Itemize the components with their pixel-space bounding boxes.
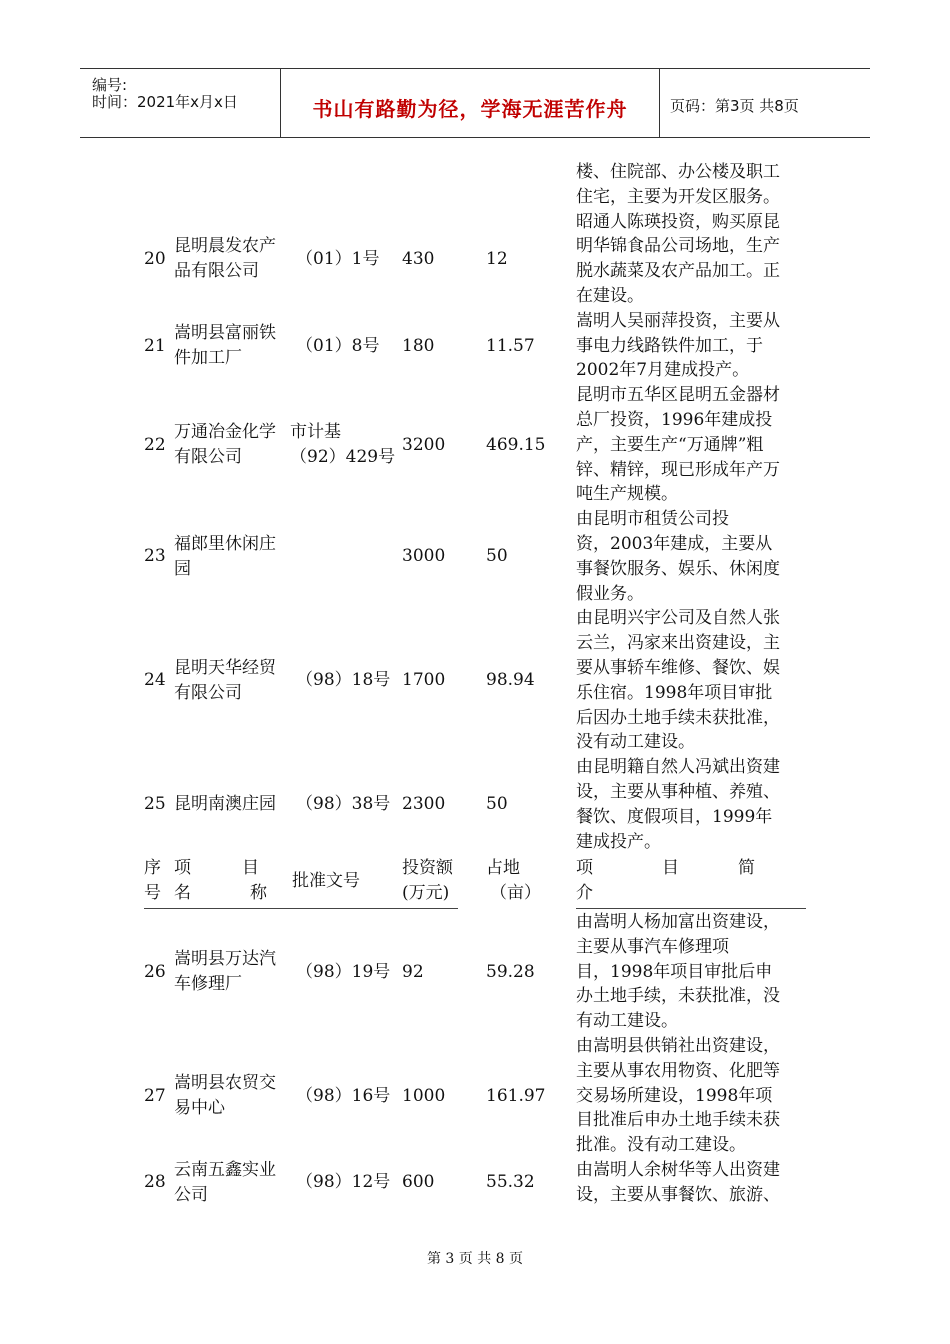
project-description-line: 云兰，冯家来出资建设，主 — [576, 633, 780, 654]
project-name-line: 昆明天华经贸 — [174, 657, 276, 678]
project-description — [576, 210, 812, 309]
project-description-line: 办土地手续，未获批准，没 — [576, 986, 780, 1007]
header-no-top: 序 — [144, 858, 161, 879]
project-description-line: 要从事轿车维修、餐饮、娱 — [576, 657, 780, 678]
project-description — [576, 507, 812, 606]
header-area-bottom: （亩） — [490, 883, 541, 904]
row-number-line: 28 — [144, 1172, 166, 1193]
header-name-bottom-2: 称 — [250, 883, 267, 904]
project-description — [576, 910, 812, 1034]
project-description-line: 吨生产规模。 — [576, 484, 678, 505]
header-name-top-2: 目 — [242, 858, 259, 879]
project-description-line: 脱水蔬菜及农产品加工。正 — [576, 261, 780, 282]
project-description-line: 事餐饮服务、娱乐、休闲度 — [576, 558, 780, 579]
header-motto-cell — [281, 69, 660, 137]
row-number — [144, 507, 166, 606]
project-description-line: 建成投产。 — [576, 831, 661, 852]
page-footer: 第 3 页 共 8 页 — [426, 1251, 524, 1267]
project-description-line: 由嵩明人杨加富出资建设， — [576, 912, 780, 932]
land-area — [486, 383, 545, 507]
land-area — [486, 606, 535, 755]
investment-line: 600 — [402, 1172, 435, 1193]
land-area-line: 98.94 — [486, 670, 535, 691]
project-name-line: 万通冶金化学 — [174, 422, 276, 443]
project-description-line: 假业务。 — [576, 583, 644, 604]
approval-doc — [296, 210, 379, 309]
project-description-line: 批准。没有动工建设。 — [576, 1135, 746, 1156]
investment — [402, 606, 445, 755]
header-desc-top-1: 项 — [576, 858, 593, 879]
row-number-line: 21 — [144, 335, 166, 356]
project-description — [576, 1158, 812, 1208]
row-number-line: 22 — [144, 434, 166, 455]
project-name-line: 云南五鑫实业 — [174, 1160, 276, 1180]
header-underline — [576, 908, 806, 909]
land-area-line: 55.32 — [486, 1172, 535, 1193]
land-area — [486, 309, 535, 383]
project-name — [174, 755, 276, 854]
header-name-bottom-1: 名 — [174, 883, 191, 904]
land-area — [486, 507, 508, 606]
approval-doc — [296, 1034, 390, 1158]
land-area-line: 161.97 — [486, 1085, 546, 1106]
project-description-line: 事电力线路铁件加工，于 — [576, 335, 763, 356]
project-name-line: 嵩明县万达汽 — [174, 949, 276, 970]
row-number-line: 23 — [144, 546, 166, 567]
investment — [402, 1034, 445, 1158]
project-description-line: 乐住宿。1998年项目审批 — [576, 682, 773, 703]
investment — [402, 755, 445, 854]
approval-doc — [296, 755, 390, 854]
approval-doc-line: 市计基 — [290, 422, 341, 443]
header-no-bottom: 号 — [144, 883, 161, 904]
approval-doc-line: （92）429号 — [290, 447, 396, 468]
land-area-line: 469.15 — [486, 434, 546, 455]
investment-line: 1700 — [402, 670, 446, 691]
approval-doc-line: （98）16号 — [296, 1085, 391, 1106]
row-number-line: 24 — [144, 670, 166, 691]
investment — [402, 507, 445, 606]
row-number — [144, 383, 166, 507]
project-name — [174, 210, 276, 309]
header-underline — [144, 908, 458, 909]
header-desc-bottom: 介 — [576, 883, 593, 904]
investment — [402, 1158, 434, 1208]
project-name-line: 车修理厂 — [174, 974, 242, 994]
approval-doc — [296, 606, 390, 755]
project-description-line: 总厂投资，1996年建成投 — [576, 409, 773, 430]
investment — [402, 383, 445, 507]
project-description-line: 产，主要生产“万通牌”粗 — [576, 434, 764, 455]
approval-doc — [290, 383, 395, 507]
header-motto: 书山有路勤为径，学海无涯苦作舟 — [312, 97, 628, 121]
project-description-line: 目批准后申办土地手续未获 — [576, 1110, 780, 1131]
header-meta — [80, 69, 281, 137]
project-description-line: 在建设。 — [576, 285, 644, 306]
continued-description — [576, 160, 812, 210]
project-description-line: 由嵩明县供销社出资建设， — [576, 1036, 780, 1056]
project-name — [174, 309, 276, 383]
header-desc-top-3: 简 — [738, 858, 755, 879]
project-name-line: 易中心 — [174, 1098, 225, 1118]
land-area — [486, 755, 508, 854]
header-investment-top: 投资额 — [402, 858, 453, 879]
investment-line: 180 — [402, 335, 435, 356]
header-page-label: 页码：第3页 共8页 — [670, 97, 799, 115]
project-description-line: 由昆明兴宇公司及自然人张 — [576, 608, 780, 629]
project-name-line: 有限公司 — [174, 682, 242, 703]
approval-doc-line: （01）8号 — [296, 335, 380, 356]
investment — [402, 309, 434, 383]
investment-line: 430 — [402, 248, 435, 269]
approval-doc-line: （98）18号 — [296, 670, 391, 691]
project-description-line: 昭通人陈瑛投资，购买原昆 — [576, 211, 780, 232]
project-description — [576, 309, 812, 383]
row-number — [144, 910, 166, 1034]
project-name-line: 昆明南澳庄园 — [174, 794, 276, 815]
approval-doc-line: （98）12号 — [296, 1172, 391, 1193]
project-name-line: 嵩明县富丽铁 — [174, 323, 276, 344]
row-number-line: 25 — [144, 794, 166, 815]
land-area — [486, 910, 535, 1034]
row-number-line: 26 — [144, 961, 166, 982]
project-description-line: 设，主要从事餐饮、旅游、 — [576, 1184, 780, 1205]
project-description-line: 没有动工建设。 — [576, 732, 695, 753]
project-description-line: 后因办土地手续未获批准， — [576, 707, 780, 728]
project-name-line: 品有限公司 — [174, 261, 259, 282]
project-description-line: 主要从事汽车修理项 — [576, 936, 729, 957]
project-name-line: 有限公司 — [174, 447, 242, 468]
land-area — [486, 1034, 545, 1158]
land-area-line: 11.57 — [486, 335, 535, 356]
project-description-line: 餐饮、度假项目，1999年 — [576, 806, 773, 827]
approval-doc — [296, 1158, 390, 1208]
investment-line: 3000 — [402, 546, 446, 567]
investment-line: 1000 — [402, 1085, 446, 1106]
approval-doc-line: （98）19号 — [296, 961, 391, 982]
project-name — [174, 383, 276, 507]
project-name-line: 嵩明县农贸交 — [174, 1073, 276, 1094]
project-description-line: 设，主要从事种植、养殖、 — [576, 781, 780, 802]
land-area — [486, 210, 508, 309]
approval-doc-line: （98）38号 — [296, 794, 391, 815]
investment-line: 2300 — [402, 794, 446, 815]
investment — [402, 210, 434, 309]
project-description — [576, 755, 812, 854]
project-description — [576, 606, 812, 755]
project-name-line: 件加工厂 — [174, 347, 242, 368]
row-number-line: 27 — [144, 1085, 166, 1106]
project-description-line: 明华锦食品公司场地，生产 — [576, 236, 780, 257]
project-name-line: 昆明晨发农产 — [174, 236, 276, 257]
document-number-label: 编号: — [92, 76, 128, 94]
project-description — [576, 383, 812, 507]
project-description-line: 由昆明市租赁公司投 — [576, 509, 729, 530]
project-description-line: 交易场所建设，1998年项 — [576, 1085, 773, 1106]
investment — [402, 910, 424, 1034]
project-description-line: 昆明市五华区昆明五金器材 — [576, 385, 780, 406]
continued-description-line: 楼、住院部、办公楼及职工 — [576, 162, 780, 182]
approval-doc — [296, 309, 379, 383]
row-number — [144, 1158, 166, 1208]
project-description-line: 由嵩明人余树华等人出资建 — [576, 1160, 780, 1180]
header-investment-bottom: (万元) — [402, 883, 450, 904]
project-name-line: 公司 — [174, 1184, 208, 1205]
project-description-line: 嵩明人吴丽萍投资，主要从 — [576, 310, 780, 331]
row-number — [144, 755, 166, 854]
row-number — [144, 309, 166, 383]
project-name-line: 园 — [174, 558, 191, 579]
land-area-line: 50 — [486, 794, 508, 815]
project-name-line: 福郎里休闲庄 — [174, 533, 276, 554]
header-approval-doc: 批准文号 — [292, 870, 360, 891]
document-time-label: 时间：2021年x月x日 — [92, 93, 238, 111]
investment-line: 3200 — [402, 434, 446, 455]
investment-line: 92 — [402, 961, 424, 982]
project-name — [174, 606, 276, 755]
approval-doc — [296, 910, 390, 1034]
land-area-line: 12 — [486, 248, 508, 269]
project-name — [174, 910, 276, 1034]
row-number — [144, 606, 166, 755]
project-name — [174, 1034, 276, 1158]
row-number — [144, 210, 166, 309]
project-description-line: 主要从事农用物资、化肥等 — [576, 1060, 780, 1081]
project-description-line: 资，2003年建成，主要从 — [576, 533, 773, 554]
land-area-line: 59.28 — [486, 961, 535, 982]
project-description-line: 2002年7月建成投产。 — [576, 360, 750, 381]
page-header — [80, 68, 870, 138]
row-number-line: 20 — [144, 248, 166, 269]
header-name-top-1: 项 — [174, 858, 191, 879]
project-description-line: 目，1998年项目审批后申 — [576, 961, 773, 982]
project-description-line: 锌、精锌，现已形成年产万 — [576, 459, 780, 480]
header-area-top: 占地 — [486, 858, 520, 879]
approval-doc-line: （01）1号 — [296, 248, 380, 269]
project-name — [174, 1158, 276, 1208]
row-number — [144, 1034, 166, 1158]
continued-description-line: 住宅，主要为开发区服务。 — [576, 186, 780, 207]
project-description-line: 有动工建设。 — [576, 1011, 678, 1032]
project-description-line: 由昆明籍自然人冯斌出资建 — [576, 757, 780, 778]
land-area-line: 50 — [486, 546, 508, 567]
project-name — [174, 507, 276, 606]
project-description — [576, 1034, 812, 1158]
land-area — [486, 1158, 535, 1208]
header-desc-top-2: 目 — [662, 858, 679, 879]
